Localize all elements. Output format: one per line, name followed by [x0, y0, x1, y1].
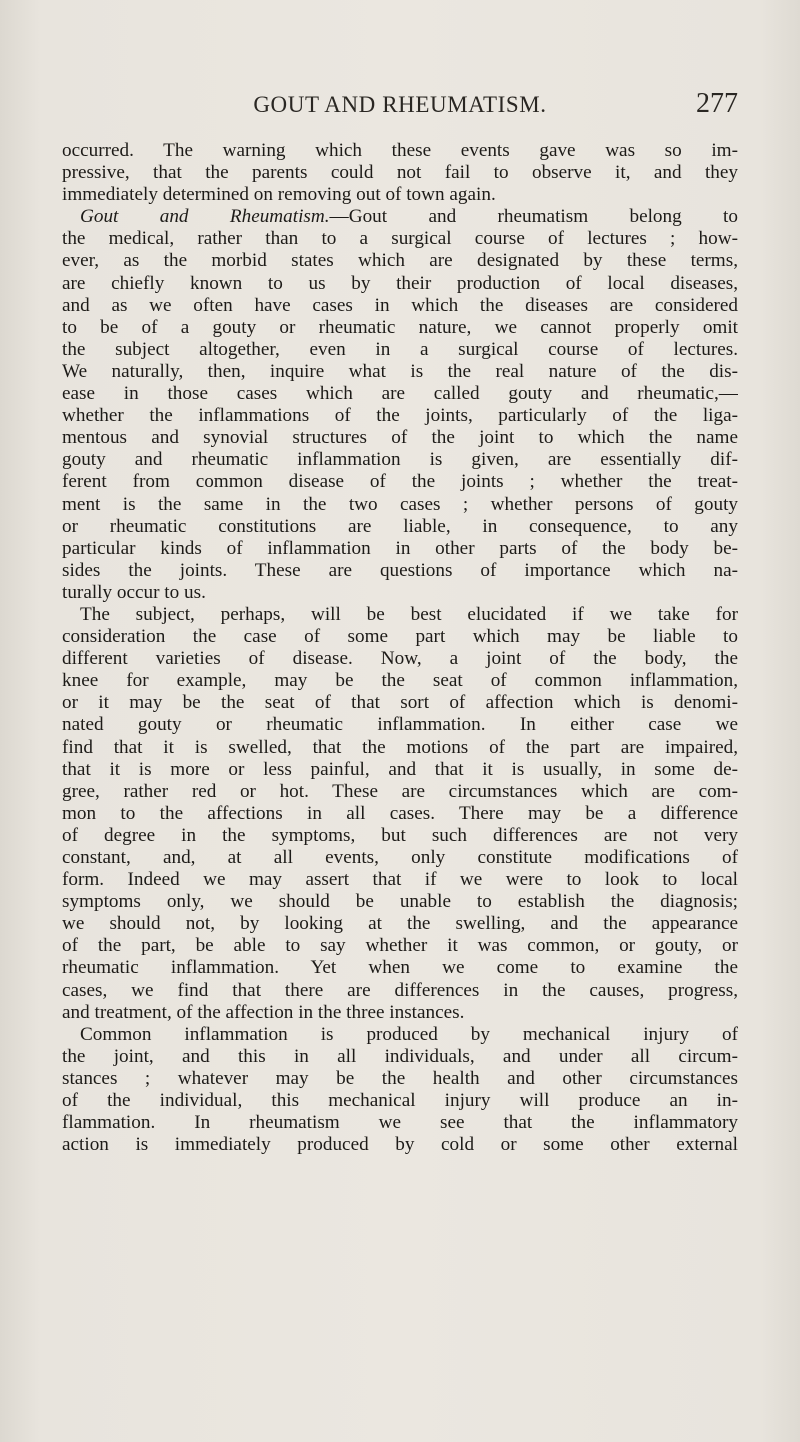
text-line: gouty and rheumatic inflammation is given, are essentially dif-	[62, 449, 738, 471]
page-number: 277	[696, 88, 738, 119]
text-line: of the part, be able to say whether it was common, or gouty, or	[62, 935, 738, 957]
text-line: cases, we find that there are differences in the causes, progress,	[62, 979, 738, 1001]
text-span: —Gout and rheumatism belong to	[329, 206, 738, 228]
text-line: ease in those cases which are called gouty and rheumatic,—	[62, 383, 738, 405]
text-line	[62, 206, 738, 228]
body-text	[62, 140, 738, 1156]
text-line: ferent from common disease of the joints ; whether the treat-	[62, 471, 738, 493]
text-line: and as we often have cases in which the diseases are considered	[62, 294, 738, 316]
text-line: of the individual, this mechanical injury will produce an in-	[62, 1090, 738, 1112]
text-line: the joint, and this in all individuals, and under all circum-	[62, 1045, 738, 1067]
text-line: particular kinds of inflammation in other parts of the body be-	[62, 537, 738, 559]
text-line: to be of a gouty or rheumatic nature, we cannot properly omit	[62, 316, 738, 338]
text-line: different varieties of disease. Now, a joint of the body, the	[62, 648, 738, 670]
text-line: or it may be the seat of that sort of affection which is denomi-	[62, 692, 738, 714]
text-line: gree, rather red or hot. These are circumstances which are com-	[62, 780, 738, 802]
text-line: stances ; whatever may be the health and other circumstances	[62, 1067, 738, 1089]
text-line: symptoms only, we should be unable to establish the diagnosis;	[62, 891, 738, 913]
text-line: nated gouty or rheumatic inflammation. In either case we	[62, 714, 738, 736]
text-line: mon to the affections in all cases. There may be a difference	[62, 802, 738, 824]
text-line: the subject altogether, even in a surgical course of lectures.	[62, 338, 738, 360]
text-line: sides the joints. These are questions of importance which na-	[62, 559, 738, 581]
text-line: ever, as the morbid states which are designated by these terms,	[62, 250, 738, 272]
text-line: pressive, that the parents could not fail to observe it, and they	[62, 162, 738, 184]
text-line: or rheumatic constitutions are liable, in consequence, to any	[62, 515, 738, 537]
text-line: whether the inflammations of the joints, particularly of the liga-	[62, 405, 738, 427]
text-line: and treatment, of the affection in the three instances.	[62, 1001, 465, 1023]
text-line: find that it is swelled, that the motions of the part are impaired,	[62, 736, 738, 758]
running-title: GOUT AND RHEUMATISM.	[253, 92, 547, 117]
text-line: of degree in the symptoms, but such differences are not very	[62, 824, 738, 846]
text-line: mentous and synovial structures of the joint to which the name	[62, 427, 738, 449]
text-line: form. Indeed we may assert that if we were to look to local	[62, 869, 738, 891]
text-line: knee for example, may be the seat of common inflammation,	[62, 670, 738, 692]
text-line: constant, and, at all events, only constitute modifications of	[62, 847, 738, 868]
text-line: occurred. The warning which these events gave was so im-	[62, 140, 738, 161]
text-line: flammation. In rheumatism we see that the inflammatory	[62, 1112, 738, 1134]
text-line: immediately determined on removing out of town again.	[62, 184, 496, 206]
text-line: The subject, perhaps, will be best elucidated if we take for	[80, 603, 738, 625]
text-line: the medical, rather than to a surgical course of lectures ; how-	[62, 228, 738, 250]
text-line: rheumatic inflammation. Yet when we come to examine the	[62, 957, 738, 979]
text-line: action is immediately produced by cold or some other external	[62, 1134, 738, 1156]
text-line: we should not, by looking at the swelling, and the appearance	[62, 913, 738, 935]
page-header	[62, 88, 738, 128]
text-line: turally occur to us.	[62, 581, 206, 603]
text-line: Common inflammation is produced by mechanical injury of	[80, 1023, 738, 1045]
text-line: ment is the same in the two cases ; whether persons of gouty	[62, 493, 738, 515]
text-line: are chiefly known to us by their production of local diseases,	[62, 272, 738, 294]
text-line: that it is more or less painful, and that it is usually, in some de-	[62, 758, 738, 780]
section-heading: Gout and Rheumatism.	[80, 206, 330, 228]
text-line: consideration the case of some part which may be liable to	[62, 626, 738, 648]
text-line: We naturally, then, inquire what is the real nature of the dis-	[62, 360, 738, 382]
